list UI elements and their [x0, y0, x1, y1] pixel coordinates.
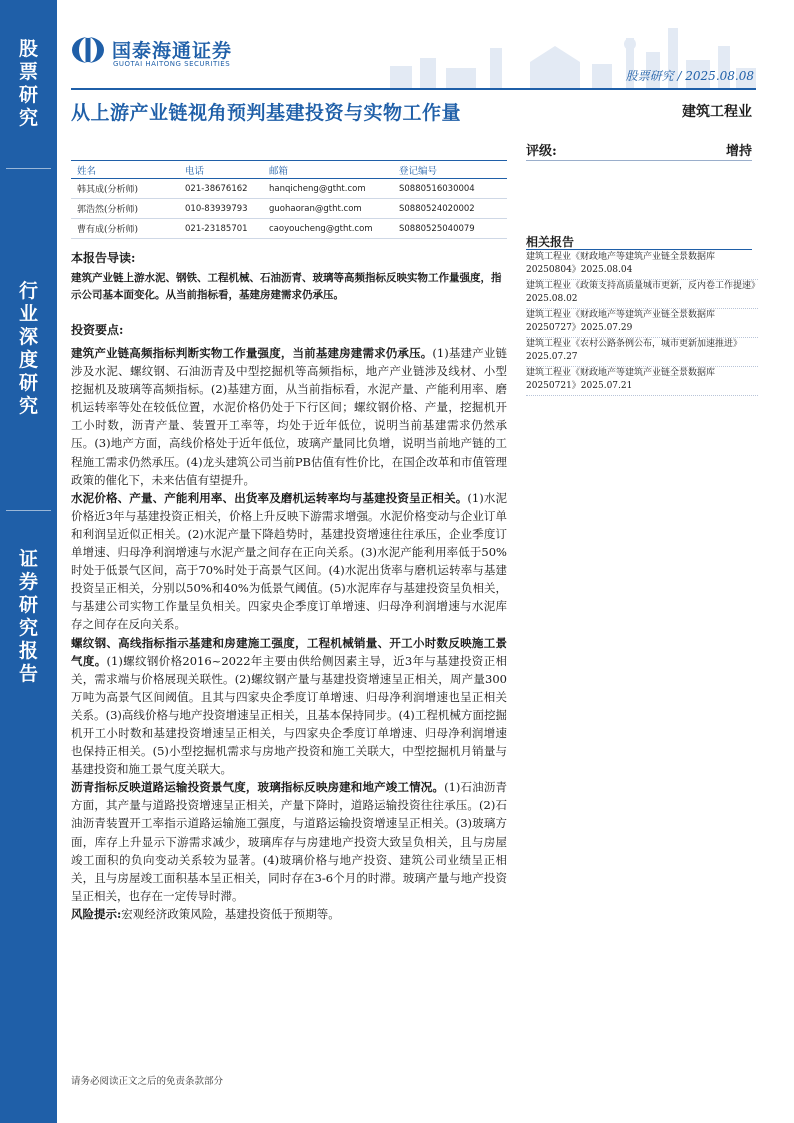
analyst-table-header: [71, 161, 507, 179]
key-point-paragraph: [71, 778, 507, 905]
column-header: 邮箱: [263, 161, 393, 179]
sidebar-label-securities-report: 证 券 研 究 报 告: [18, 548, 38, 685]
related-report-link[interactable]: 建筑工程业《农村公路条例公布，城市更新加速推进》2025.07.27: [526, 338, 758, 367]
analyst-registration: S0880524020002: [393, 199, 507, 219]
column-header: 姓名: [71, 161, 179, 179]
related-report-link[interactable]: 建筑工程业《财政地产等建筑产业链全景数据库20250804》2025.08.04: [526, 251, 758, 280]
key-points-body: [71, 344, 507, 923]
analyst-registration: S0880525040079: [393, 219, 507, 239]
report-title: 从上游产业链视角预判基建投资与实物工作量: [71, 102, 462, 124]
related-report-link[interactable]: 建筑工程业《财政地产等建筑产业链全景数据库20250727》2025.07.29: [526, 309, 758, 338]
key-points-heading: 投资要点:: [71, 323, 124, 337]
brand-name-en: GUOTAI HAITONG SECURITIES: [113, 60, 231, 68]
key-point-lead: 水泥价格、产量、产能利用率、出货率及磨机运转率均与基建投资呈正相关。: [71, 490, 468, 505]
guide-heading: 本报告导读:: [71, 251, 136, 265]
key-point-paragraph: [71, 344, 507, 489]
analyst-email[interactable]: guohaoran@gtht.com: [263, 199, 393, 219]
related-reports-heading: 相关报告: [526, 235, 575, 249]
related-report-link[interactable]: 建筑工程业《政策支持高质量城市更新，反内卷工作提速》2025.08.02: [526, 280, 758, 309]
table-row: [71, 179, 507, 199]
related-reports-list: [526, 251, 758, 396]
rating-value: 增持: [725, 144, 752, 159]
industry-label: 建筑工程业: [682, 104, 752, 120]
related-reports-divider: [526, 249, 752, 250]
risk-lead: 风险提示:: [71, 906, 122, 921]
disclaimer-note: 请务必阅读正文之后的免责条款部分: [71, 1076, 224, 1087]
key-point-text: (1)石油沥青方面，其产量与道路投资增速呈正相关，产量下降时，道路运输投资往往承压。(2)石油沥青装置开工率指示道路运输施工强度，与道路运输投资增速呈正相关。(3)玻璃方面，库存上升显示下游需求减少，玻璃库存与房建地产投资大致呈负相关，且与房屋竣工面积的负向变动关系较为显著。(4)玻璃价格与地产投资、建筑公司业绩呈正相关，且与房屋竣工面积基本呈正相关，同时存在3-6个月的时滞。玻璃产量与地产投资呈正相关，也存在一定传导时滞。: [71, 780, 508, 903]
key-point-text: (1)基建产业链涉及水泥、螺纹钢、石油沥青及中型挖掘机等高频指标，地产产业链涉及线材、小型挖掘机及玻璃等高频指标。(2)基建方面，从当前指标看，水泥产量、产能利用率、磨机运转率等处在较低位置，水泥价格仍处于下行区间；螺纹钢价格、产量，挖掘机开工小时数，沥青产量、装置开工率等，均处于近年低位，说明当前基建需求仍然承压。(3)地产方面，高线价格处于近年低位，玻璃产量同比负增，说明当前地产链的工程施工需求仍然承压。(4)龙头建筑公司当前PB估值有性价比，在国企改革和市值管理政策的催化下，未来估值有望提升。: [71, 346, 508, 487]
key-point-paragraph: [71, 634, 507, 779]
analyst-table: [71, 160, 507, 239]
rating-divider: [526, 160, 752, 161]
analyst-registration: S0880516030004: [393, 179, 507, 199]
analyst-phone: 021-38676162: [179, 179, 263, 199]
risk-paragraph: [71, 905, 507, 923]
table-row: [71, 219, 507, 239]
sidebar-label-industry-research: 行 业 深 度 研 究: [18, 280, 38, 417]
key-point-paragraph: [71, 489, 507, 634]
analyst-phone: 021-23185701: [179, 219, 263, 239]
key-point-text: (1)螺纹钢价格2016~2022年主要由供给侧因素主导，近3年与基建投资正相关，需求端与价格展现关联性。(2)螺纹钢产量与基建投资增速呈正相关，周产量300万吨为高景气区间阈值。且其与四家央企季度订单增速、归母净利润增速也呈正相关关系。(3)高线价格与地产投资增速呈正相关，且基本保持同步。(4)工程机械方面挖掘机开工小时数和基建投资增速呈正相关，与四家央企季度订单增速、归母净利润增速也保持正相关。(5)小型挖掘机需求与房地产投资和施工关联大，中型挖掘机月销量与基建投资和施工景气度关联大。: [71, 653, 508, 777]
analyst-email[interactable]: hanqicheng@gtht.com: [263, 179, 393, 199]
key-point-lead: 沥青指标反映道路运输投资景气度，玻璃指标反映房建和地产竣工情况。: [71, 780, 445, 795]
sidebar-label-stock-research: 股 票 研 究: [18, 38, 38, 129]
column-header: 电话: [179, 161, 263, 179]
guide-text: 建筑产业链上游水泥、钢铁、工程机械、石油沥青、玻璃等高频指标反映实物工作量强度，指示公司基本面变化。从当前指标看，基建房建需求仍承压。: [71, 272, 502, 301]
analyst-name: 韩其成(分析师): [71, 179, 179, 199]
report-type-date: 股票研究 / 2025.08.08: [625, 69, 754, 83]
related-report-link[interactable]: 建筑工程业《财政地产等建筑产业链全景数据库20250721》2025.07.21: [526, 367, 758, 396]
key-point-lead: 螺纹钢、高线指标指示基建和房建施工强度，工程机械销量、开工小时数反映施工景气度。: [71, 635, 507, 668]
analyst-email[interactable]: caoyoucheng@gtht.com: [263, 219, 393, 239]
analyst-name: 郭浩然(分析师): [71, 199, 179, 219]
table-row: [71, 199, 507, 219]
risk-text: 宏观经济政策风险，基建投资低于预期等。: [121, 906, 340, 921]
sidebar-divider: [6, 510, 51, 511]
brand-name: 国泰海通证券: [112, 40, 233, 62]
key-point-text: (1)水泥价格近3年与基建投资正相关，价格上升反映下游需求增强。水泥价格变动与企业订单和利润呈近似正相关。(2)水泥产量下降趋势时，基建投资增速往往承压，企业季度订单增速、归母净利润增速与水泥产量之间存在正向关系。(3)水泥产能利用率低于50%时处于低景气区间，高于70%时处于高景气区间。(4)水泥出货率与磨机运转率与基建投资呈正相关，分别以50%和40%为低景气阈值。(5)水泥库存与基建投资呈负相关，与基建公司实物工作量呈负相关。四家央企季度订单增速、归母净利润增速与水泥库存之间存在反向关系。: [71, 490, 507, 632]
analyst-phone: 010-83939793: [179, 199, 263, 219]
sidebar-divider: [6, 168, 51, 169]
column-header: 登记编号: [393, 161, 507, 179]
brand-logo-icon: [71, 36, 105, 64]
analyst-name: 曹有成(分析师): [71, 219, 179, 239]
left-sidebar: [0, 0, 57, 1123]
header-divider: [71, 88, 756, 90]
rating-label: 评级:: [526, 144, 557, 159]
key-point-lead: 建筑产业链高频指标判断实物工作量强度，当前基建房建需求仍承压。: [71, 346, 433, 360]
